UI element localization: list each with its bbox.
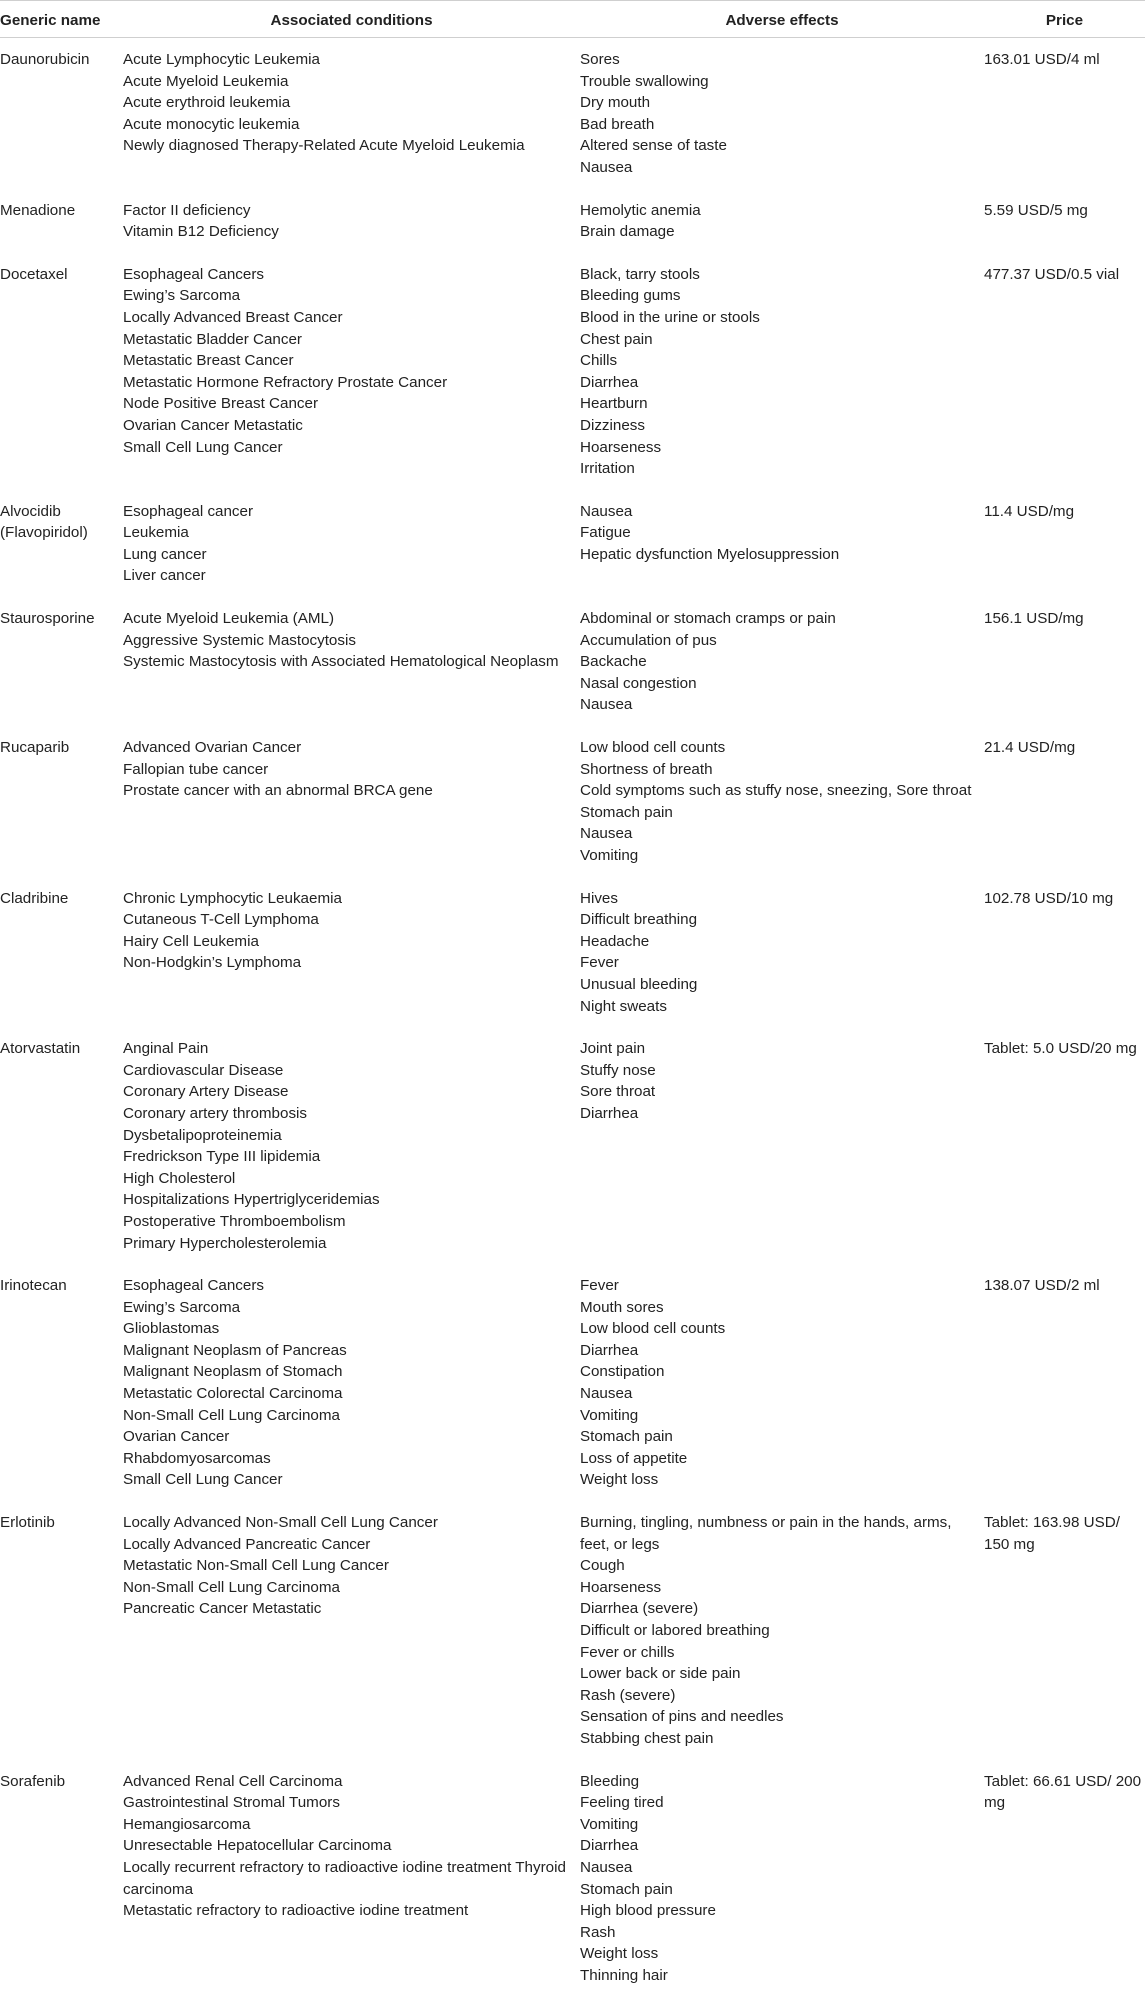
condition-item: Primary Hypercholesterolemia (123, 1234, 327, 1252)
drug-table (0, 1, 1145, 1987)
condition-item: Lung cancer (123, 545, 207, 563)
adverse-effect-item: Chills (580, 352, 618, 370)
adverse-effect-item: High blood pressure (580, 1902, 716, 1920)
condition-item: Ewing’s Sarcoma (123, 1298, 241, 1316)
condition-item: Locally Advanced Pancreatic Cancer (123, 1535, 371, 1553)
row-spacer (0, 1491, 1145, 1512)
adverse-effects-cell (580, 608, 984, 716)
generic-name-cell: Atorvastatin (0, 1040, 81, 1058)
adverse-effects-cell (580, 200, 984, 243)
condition-item: Glioblastomas (123, 1320, 220, 1338)
condition-item: Small Cell Lung Cancer (123, 1471, 283, 1489)
associated-conditions-cell (123, 737, 580, 867)
adverse-effect-item: Sore throat (580, 1083, 656, 1101)
table-row (0, 1038, 1145, 1254)
condition-item: Locally recurrent refractory to radioactive iodine treatment Thyroid carcinoma (123, 1858, 566, 1898)
row-spacer (0, 1750, 1145, 1771)
condition-item: Acute Lymphocytic Leukemia (123, 51, 320, 68)
associated-conditions-cell (123, 888, 580, 1018)
condition-item: Dysbetalipoproteinemia (123, 1126, 282, 1144)
adverse-effect-item: Black, tarry stools (580, 265, 700, 283)
adverse-effect-item: Bleeding gums (580, 287, 681, 305)
adverse-effects-cell (580, 264, 984, 480)
condition-item: High Cholesterol (123, 1169, 236, 1187)
table-row (0, 1771, 1145, 1987)
condition-item: Metastatic Colorectal Carcinoma (123, 1385, 343, 1403)
generic-name-cell: Docetaxel (0, 265, 68, 283)
condition-item: Vitamin B12 Deficiency (123, 223, 279, 241)
associated-conditions-cell (123, 1038, 580, 1254)
condition-item: Fredrickson Type III lipidemia (123, 1148, 321, 1166)
condition-item: Anginal Pain (123, 1040, 209, 1058)
associated-conditions-cell (123, 1771, 580, 1987)
condition-item: Coronary Artery Disease (123, 1083, 289, 1101)
adverse-effect-item: Stuffy nose (580, 1061, 656, 1079)
adverse-effect-item: Backache (580, 653, 647, 671)
adverse-effect-item: Rash (severe) (580, 1686, 676, 1704)
adverse-effect-item: Diarrhea (580, 1837, 639, 1855)
condition-item: Esophageal Cancers (123, 265, 264, 283)
adverse-effect-item: Accumulation of pus (580, 631, 717, 649)
price-cell: 5.59 USD/5 mg (984, 201, 1088, 219)
row-spacer (0, 480, 1145, 501)
row-spacer (0, 179, 1145, 200)
adverse-effect-item: Sensation of pins and needles (580, 1708, 784, 1726)
adverse-effect-item: Low blood cell counts (580, 739, 726, 757)
generic-name-cell: Menadione (0, 201, 76, 219)
row-spacer (0, 1017, 1145, 1038)
condition-item: Node Positive Breast Cancer (123, 395, 318, 413)
table-row (0, 501, 1145, 587)
condition-item: Acute erythroid leukemia (123, 94, 291, 112)
adverse-effect-item: Dizziness (580, 416, 645, 434)
condition-item: Prostate cancer with an abnormal BRCA gene (123, 782, 433, 800)
adverse-effect-item: Cold symptoms such as stuffy nose, sneezing, Sore throat (580, 782, 972, 800)
condition-item: Leukemia (123, 524, 189, 542)
adverse-effect-item: Fever (580, 1277, 619, 1295)
condition-item: Cutaneous T-Cell Lymphoma (123, 911, 319, 929)
adverse-effect-item: Stomach pain (580, 1880, 673, 1898)
adverse-effect-item: Nausea (580, 825, 633, 843)
adverse-effect-item: Difficult or labored breathing (580, 1622, 770, 1639)
adverse-effect-item: Diarrhea (severe) (580, 1600, 699, 1618)
condition-item: Non-Small Cell Lung Carcinoma (123, 1578, 340, 1596)
adverse-effect-item: Stomach pain (580, 1428, 673, 1446)
condition-item: Hairy Cell Leukemia (123, 932, 259, 950)
adverse-effects-cell (580, 1512, 984, 1750)
associated-conditions-cell (123, 1275, 580, 1491)
adverse-effect-item: Fever or chills (580, 1643, 675, 1661)
adverse-effect-item: Nausea (580, 696, 633, 714)
adverse-effect-item: Stomach pain (580, 803, 673, 821)
generic-name-cell: Irinotecan (0, 1277, 67, 1295)
adverse-effect-item: Hoarseness (580, 438, 662, 456)
header-associated-conditions: Associated conditions (123, 1, 580, 38)
condition-item: Ovarian Cancer (123, 1428, 230, 1446)
table-row (0, 737, 1145, 867)
condition-item: Ewing’s Sarcoma (123, 287, 241, 305)
row-spacer (0, 587, 1145, 608)
table-row (0, 1512, 1145, 1750)
condition-item: Locally Advanced Breast Cancer (123, 308, 343, 326)
adverse-effect-item: Hives (580, 889, 618, 907)
adverse-effect-item: Cough (580, 1557, 625, 1575)
table-row (0, 1275, 1145, 1491)
table-row (0, 200, 1145, 243)
generic-name-cell: Alvocidib (Flavopiridol) (0, 502, 88, 542)
condition-item: Newly diagnosed Therapy-Related Acute Myeloid Leukemia (123, 137, 525, 155)
table-row (0, 888, 1145, 1018)
generic-name-cell: Rucaparib (0, 739, 70, 757)
adverse-effect-item: Heartburn (580, 395, 648, 413)
price-cell: 138.07 USD/2 ml (984, 1277, 1100, 1295)
adverse-effect-item: Bad breath (580, 115, 655, 133)
adverse-effect-item: Diarrhea (580, 1341, 639, 1359)
adverse-effect-item: Irritation (580, 460, 635, 478)
adverse-effects-cell (580, 1771, 984, 1987)
condition-item: Unresectable Hepatocellular Carcinoma (123, 1837, 392, 1855)
adverse-effect-item: Abdominal or stomach cramps or pain (580, 610, 836, 628)
adverse-effect-item: Nausea (580, 158, 633, 176)
adverse-effect-item: Low blood cell counts (580, 1320, 726, 1338)
table-row (0, 264, 1145, 480)
condition-item: Malignant Neoplasm of Pancreas (123, 1341, 347, 1359)
adverse-effect-item: Constipation (580, 1363, 665, 1381)
condition-item: Liver cancer (123, 567, 206, 585)
condition-item: Esophageal Cancers (123, 1277, 264, 1295)
condition-item: Coronary artery thrombosis (123, 1104, 308, 1122)
associated-conditions-cell (123, 501, 580, 587)
row-spacer (0, 716, 1145, 737)
condition-item: Non-Hodgkin’s Lymphoma (123, 954, 302, 972)
condition-item: Locally Advanced Non-Small Cell Lung Cancer (123, 1514, 438, 1532)
adverse-effect-item: Nausea (580, 1858, 633, 1876)
condition-item: Fallopian tube cancer (123, 760, 269, 778)
adverse-effects-cell (580, 38, 984, 179)
condition-item: Acute monocytic leukemia (123, 115, 300, 133)
adverse-effect-item: Diarrhea (580, 373, 639, 391)
condition-item: Gastrointestinal Stromal Tumors (123, 1794, 340, 1812)
condition-item: Metastatic Breast Cancer (123, 352, 294, 370)
condition-item: Systemic Mastocytosis with Associated Hematological Neoplasm (123, 653, 559, 671)
adverse-effects-cell (580, 737, 984, 867)
adverse-effect-item: Hoarseness (580, 1578, 662, 1596)
condition-item: Rhabdomyosarcomas (123, 1449, 271, 1467)
adverse-effect-item: Blood in the urine or stools (580, 308, 760, 326)
adverse-effect-item: Hepatic dysfunction Myelosuppression (580, 545, 840, 563)
associated-conditions-cell (123, 264, 580, 480)
adverse-effect-item: Vomiting (580, 1815, 639, 1833)
condition-item: Postoperative Thromboembolism (123, 1212, 346, 1230)
adverse-effects-cell (580, 1275, 984, 1491)
condition-item: Chronic Lymphocytic Leukaemia (123, 889, 342, 907)
condition-item: Metastatic refractory to radioactive iodine treatment (123, 1902, 469, 1920)
generic-name-cell: Sorafenib (0, 1772, 66, 1790)
associated-conditions-cell (123, 608, 580, 716)
price-cell: Tablet: 163.98 USD/ 150 mg (984, 1514, 1120, 1553)
condition-item: Advanced Ovarian Cancer (123, 739, 302, 757)
table-row (0, 608, 1145, 716)
header-adverse-effects: Adverse effects (580, 1, 984, 38)
price-cell: 21.4 USD/mg (984, 739, 1076, 757)
generic-name-cell: Staurosporine (0, 610, 95, 628)
condition-item: Metastatic Non-Small Cell Lung Cancer (123, 1557, 389, 1575)
condition-item: Hospitalizations Hypertriglyceridemias (123, 1191, 380, 1209)
adverse-effect-item: Mouth sores (580, 1298, 664, 1316)
condition-item: Acute Myeloid Leukemia (AML) (123, 610, 335, 628)
condition-item: Non-Small Cell Lung Carcinoma (123, 1406, 340, 1424)
table-body (0, 38, 1145, 1987)
condition-item: Factor II deficiency (123, 201, 251, 219)
adverse-effect-item: Headache (580, 932, 650, 950)
condition-item: Advanced Renal Cell Carcinoma (123, 1772, 343, 1790)
adverse-effect-item: Unusual bleeding (580, 975, 698, 993)
condition-item: Hemangiosarcoma (123, 1815, 251, 1833)
price-cell: 163.01 USD/4 ml (984, 51, 1100, 68)
adverse-effect-item: Brain damage (580, 223, 675, 241)
price-cell: Tablet: 5.0 USD/20 mg (984, 1040, 1137, 1058)
associated-conditions-cell (123, 200, 580, 243)
adverse-effect-item: Thinning hair (580, 1966, 668, 1984)
adverse-effect-item: Rash (580, 1923, 616, 1941)
adverse-effect-item: Sores (580, 51, 620, 68)
price-cell: 102.78 USD/10 mg (984, 889, 1114, 907)
adverse-effect-item: Vomiting (580, 847, 639, 864)
adverse-effect-item: Burning, tingling, numbness or pain in the hands, arms, feet, or legs (580, 1514, 952, 1553)
table-row (0, 38, 1145, 179)
adverse-effect-item: Stabbing chest pain (580, 1729, 714, 1747)
price-cell: Tablet: 66.61 USD/ 200 mg (984, 1772, 1142, 1812)
header-generic-name: Generic name (0, 1, 123, 38)
adverse-effect-item: Fatigue (580, 524, 631, 542)
adverse-effect-item: Shortness of breath (580, 760, 713, 778)
table-header-row (0, 1, 1145, 38)
header-price: Price (984, 1, 1145, 38)
condition-item: Metastatic Bladder Cancer (123, 330, 302, 348)
adverse-effect-item: Bleeding (580, 1772, 640, 1790)
generic-name-cell: Daunorubicin (0, 51, 90, 68)
price-cell: 477.37 USD/0.5 vial (984, 265, 1120, 283)
adverse-effect-item: Vomiting (580, 1406, 639, 1424)
generic-name-cell: Erlotinib (0, 1514, 55, 1532)
condition-item: Esophageal cancer (123, 502, 254, 520)
row-spacer (0, 1254, 1145, 1275)
adverse-effect-item: Fever (580, 954, 619, 972)
condition-item: Small Cell Lung Cancer (123, 438, 283, 456)
adverse-effect-item: Chest pain (580, 330, 653, 348)
adverse-effect-item: Night sweats (580, 997, 667, 1015)
adverse-effect-item: Difficult breathing (580, 911, 698, 929)
condition-item: Acute Myeloid Leukemia (123, 72, 289, 90)
adverse-effect-item: Nausea (580, 502, 633, 520)
condition-item: Aggressive Systemic Mastocytosis (123, 631, 356, 649)
adverse-effect-item: Joint pain (580, 1040, 646, 1058)
adverse-effect-item: Trouble swallowing (580, 72, 709, 90)
adverse-effect-item: Diarrhea (580, 1104, 639, 1122)
condition-item: Cardiovascular Disease (123, 1061, 284, 1079)
adverse-effect-item: Altered sense of taste (580, 137, 727, 155)
adverse-effects-cell (580, 888, 984, 1018)
adverse-effect-item: Feeling tired (580, 1794, 664, 1812)
adverse-effect-item: Nasal congestion (580, 674, 697, 692)
price-cell: 11.4 USD/mg (984, 502, 1075, 520)
price-cell: 156.1 USD/mg (984, 610, 1084, 628)
associated-conditions-cell (123, 38, 580, 179)
row-spacer (0, 867, 1145, 888)
adverse-effect-item: Weight loss (580, 1945, 659, 1963)
adverse-effect-item: Weight loss (580, 1471, 659, 1489)
condition-item: Pancreatic Cancer Metastatic (123, 1600, 322, 1618)
condition-item: Malignant Neoplasm of Stomach (123, 1363, 343, 1381)
condition-item: Ovarian Cancer Metastatic (123, 416, 303, 434)
adverse-effect-item: Hemolytic anemia (580, 201, 701, 219)
adverse-effect-item: Loss of appetite (580, 1449, 688, 1467)
row-spacer (0, 243, 1145, 264)
associated-conditions-cell (123, 1512, 580, 1750)
adverse-effect-item: Dry mouth (580, 94, 651, 112)
adverse-effects-cell (580, 1038, 984, 1254)
adverse-effect-item: Lower back or side pain (580, 1665, 741, 1683)
adverse-effect-item: Nausea (580, 1385, 633, 1403)
adverse-effects-cell (580, 501, 984, 587)
condition-item: Metastatic Hormone Refractory Prostate Cancer (123, 373, 448, 391)
generic-name-cell: Cladribine (0, 889, 69, 907)
